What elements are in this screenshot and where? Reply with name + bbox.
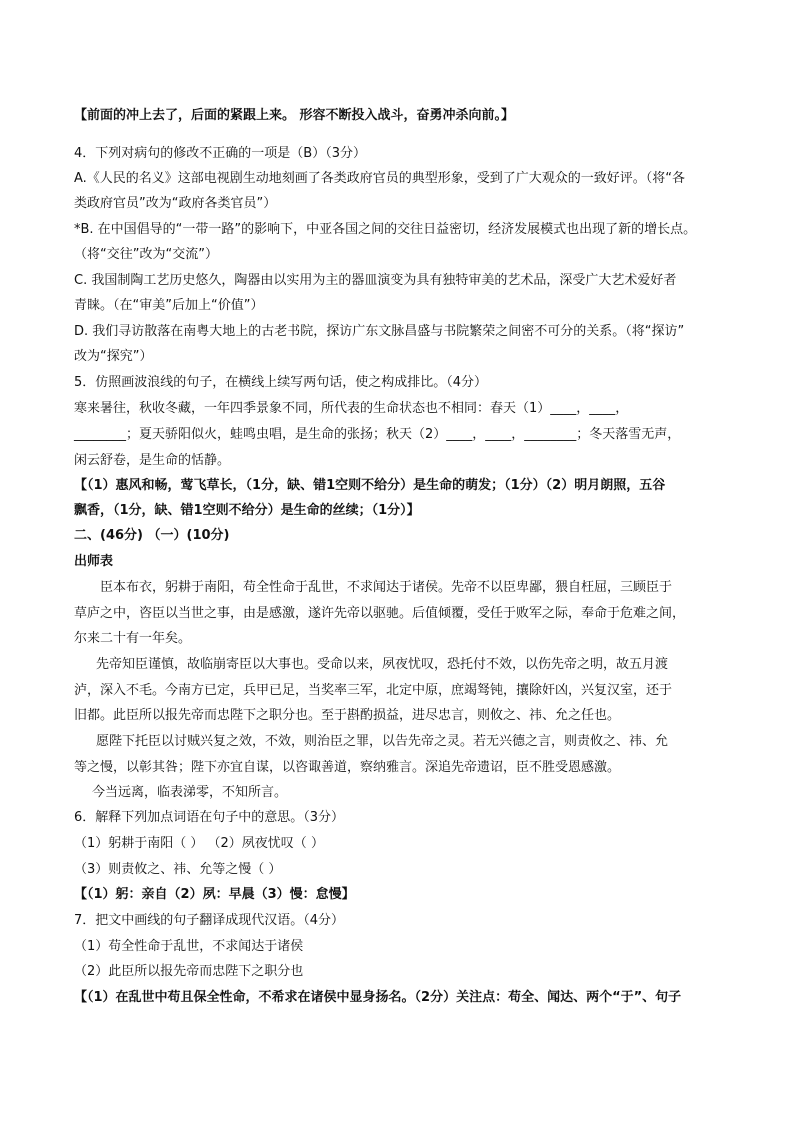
para3-line2: 等之慢，以彰其咎；陛下亦宜自谋，以咨诹善道，察纳雅言。深追先帝遗诏，臣不胜受恩感激。	[74, 760, 621, 775]
question-7: 7．把文中画线的句子翻译成现代汉语。（4分）	[74, 913, 345, 928]
section-2-heading: 二、(46分) （一）(10分)	[74, 528, 230, 543]
q7-item-2: （2）此臣所以报先帝而忠陛下之职分也	[74, 964, 304, 979]
question-5: 5．仿照画波浪线的句子，在横线上续写两句话，使之构成排比。（4分）	[74, 375, 488, 390]
para4-line1: 今当远离，临表涕零，不知所言。	[92, 785, 288, 800]
passage-title: 出师表	[74, 554, 114, 569]
option-b-line2: （将“交往”改为“交流”）	[74, 247, 218, 262]
q6-item-3: （3）则责攸之、祎、允等之慢（ ）	[74, 862, 282, 877]
option-a-line1: A.《人民的名义》这部电视剧生动地刻画了各类政府官员的典型形象，受到了广大观众的一致好评。（将“各	[74, 171, 686, 186]
para2-line1: 先帝知臣谨慎，故临崩寄臣以大事也。受命以来，夙夜忧叹，恐托付不效，以伤先帝之明，故五月渡	[96, 657, 669, 672]
q6-answer: 【（1）躬：亲自（2）夙：早晨（3）慢：怠慢】	[74, 887, 355, 902]
para3-line1: 愿陛下托臣以讨贼兴复之效，不效，则治臣之罪，以告先帝之灵。若无兴德之言，则责攸之、祎、允	[96, 734, 669, 749]
para1-line3: 尔来二十有一年矣。	[74, 631, 192, 646]
option-b-line1: *B. 在中国倡导的“一带一路”的影响下，中亚各国之间的交往日益密切，经济发展模式也出现了新的增长点。	[74, 222, 697, 237]
para1-line2: 草庐之中，咨臣以当世之事，由是感激，遂许先帝以驱驰。后值倾覆，受任于败军之际，奉命于危难之间，	[74, 606, 686, 621]
idiom-explanation: 【前面的冲上去了，后面的紧跟上来。 形容不断投入战斗，奋勇冲杀向前。】	[74, 108, 515, 123]
option-c-line1: C. 我国制陶工艺历史悠久，陶器由以实用为主的器皿演变为具有独特审美的艺术品，深受广大艺术爱好者	[74, 273, 677, 288]
option-c-line2: 青睐。（在“审美”后加上“价值”）	[74, 298, 264, 313]
para2-line2: 泸，深入不毛。今南方已定，兵甲已足，当奖率三军，北定中原，庶竭驽钝，攘除奸凶，兴复汉室，还于	[74, 683, 673, 698]
option-a-line2: 类政府官员”改为“政府各类官员”）	[74, 196, 277, 211]
q6-item-1-2: （1）躬耕于南阳（ ） （2）夙夜忧叹（ ）	[74, 836, 324, 851]
para1-line1: 臣本布衣，躬耕于南阳，苟全性命于乱世，不求闻达于诸侯。先帝不以臣卑鄙，猥自枉屈，三顾臣于	[100, 580, 673, 595]
q7-answer-line1: 【（1）在乱世中苟且保全性命，不希求在诸侯中显身扬名。（2分）关注点：苟全、闻达、两个“于”、句子	[74, 990, 682, 1005]
q5-passage-line3: 闲云舒卷，是生命的恬静。	[74, 453, 231, 468]
question-4: 4．下列对病句的修改不正确的一项是（B）（3分）	[74, 146, 366, 161]
q5-passage-line2: ________；夏天骄阳似火，蛙鸣虫唱，是生命的张扬；秋天（2）____，____，________；冬天落雪无声，	[74, 427, 681, 442]
q5-passage-line1: 寒来暑往，秋收冬藏，一年四季景象不同，所代表的生命状态也不相同：春天（1）____，____，	[74, 401, 629, 416]
para2-line3: 旧都。此臣所以报先帝而忠陛下之职分也。至于斟酌损益，进尽忠言，则攸之、祎、允之任也。	[74, 708, 621, 723]
option-d-line2: 改为“探究”）	[74, 349, 153, 364]
q5-answer-line1: 【（1）惠风和畅，莺飞草长，（1分，缺、错1空则不给分）是生命的萌发；（1分）（2）明月朗照，五谷	[74, 478, 666, 493]
q5-answer-line2: 飘香，（1分，缺、错1空则不给分）是生命的丝续；（1分）】	[74, 503, 420, 518]
option-d-line1: D. 我们寻访散落在南粤大地上的古老书院，探访广东文脉昌盛与书院繁荣之间密不可分的关系。（将“探访”	[74, 324, 685, 339]
question-6: 6．解释下列加点词语在句子中的意思。（3分）	[74, 810, 345, 825]
q7-item-1: （1）苟全性命于乱世，不求闻达于诸侯	[74, 939, 304, 954]
